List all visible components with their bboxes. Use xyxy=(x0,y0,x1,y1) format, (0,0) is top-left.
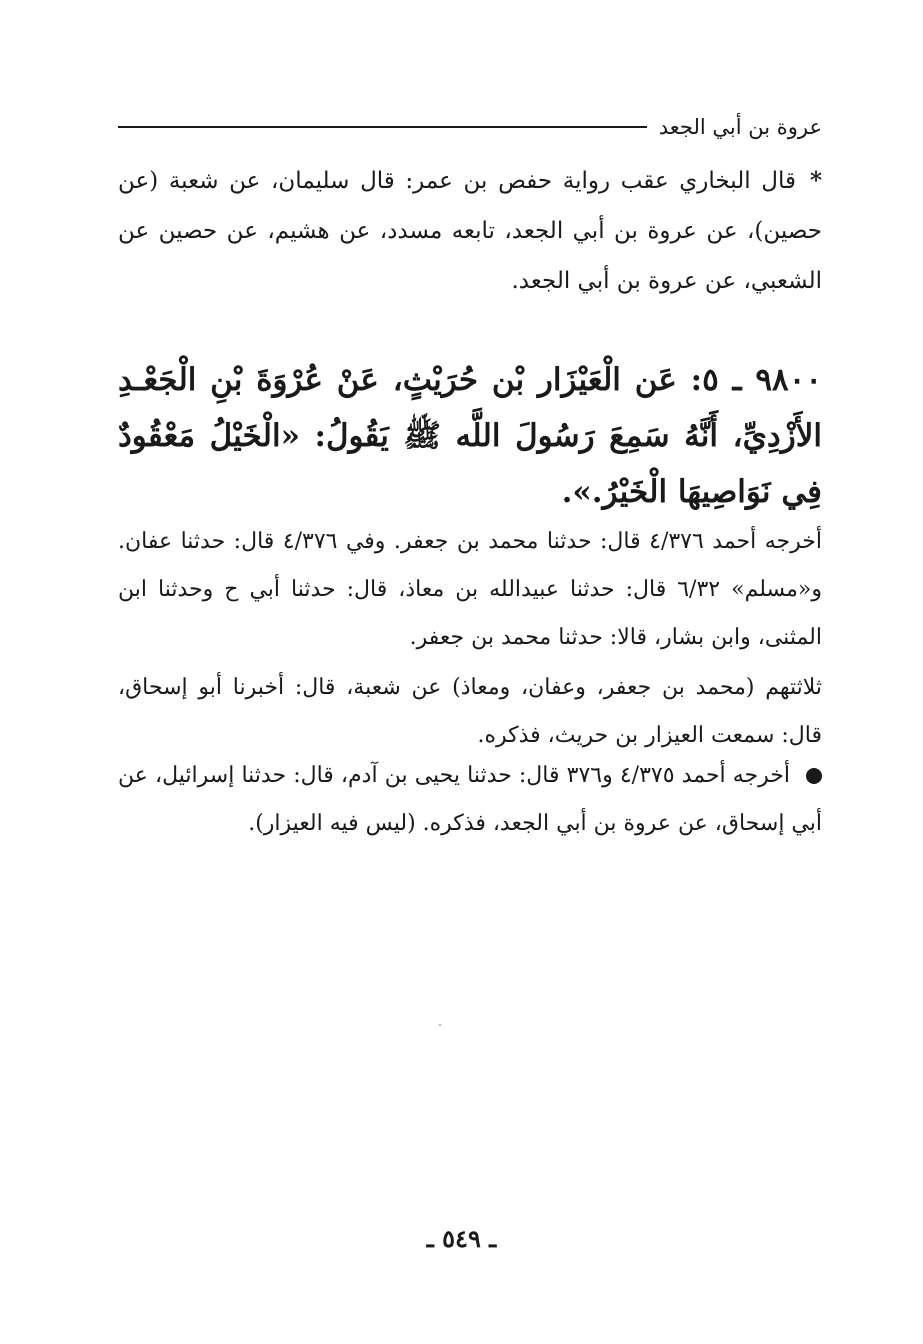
source-paragraph-2: ثلاثتهم (محمد بن جعفر، وعفان، ومعاذ) عن شعبة، قال: أخبرنا أبو إسحاق، قال: سمعت العيزار بن حريث، فذكره. xyxy=(118,675,822,748)
header-title: عروة بن أبي الجعد xyxy=(658,115,822,139)
source-paragraph-1: أخرجه أحمد ٤/٣٧٦ قال: حدثنا محمد بن جعفر. وفي ٤/٣٧٦ قال: حدثنا عفان. و«مسلم» ٦/٣٢ قال: حدثنا عبيدالله بن معاذ، قال: حدثنا أبي ح وحدثنا ابن المثنى، وابن بشار، قالا: حدثنا محمد بن جعفر. xyxy=(118,529,822,650)
note-text: قال البخاري عقب رواية حفص بن عمر: قال سليمان، عن شعبة (عن حصين)، عن عروة بن أبي الجعد، تابعه مسدد، عن هشيم، عن حصين عن الشعبي، عن عروة بن أبي الجعد. xyxy=(118,168,822,294)
scan-speck xyxy=(439,1024,441,1026)
bullet-dot-icon xyxy=(806,768,822,784)
hadith-text: ٩٨٠٠ ـ ٥: عَن الْعَيْزَار بْن حُرَيْثٍ، عَنْ عُرْوَةَ بْنِ الْجَعْـدِ الأَزْدِيِّ، أَنَّهُ سَمِعَ رَسُولَ اللَّه ﷺ يَقُولُ: «الْخَيْلُ مَعْقُودٌ فِي نَوَاصِيهَا الْخَيْرُ.». xyxy=(118,362,823,510)
source-paragraph-3-text: أخرجه أحمد ٤/٣٧٥ و٣٧٦ قال: حدثنا يحيى بن آدم، قال: حدثنا إسرائيل، عن أبي إسحاق، عن عروة بن أبي الجعد، فذكره. (ليس فيه العيزار). xyxy=(118,763,822,836)
asterisk-marker: * xyxy=(809,167,822,194)
commentary-note xyxy=(118,156,822,306)
source-paragraph-3 xyxy=(118,752,822,848)
page-number: ـ ٥٤٩ ـ xyxy=(426,1224,497,1253)
running-header xyxy=(118,112,822,142)
header-rule xyxy=(118,126,647,128)
